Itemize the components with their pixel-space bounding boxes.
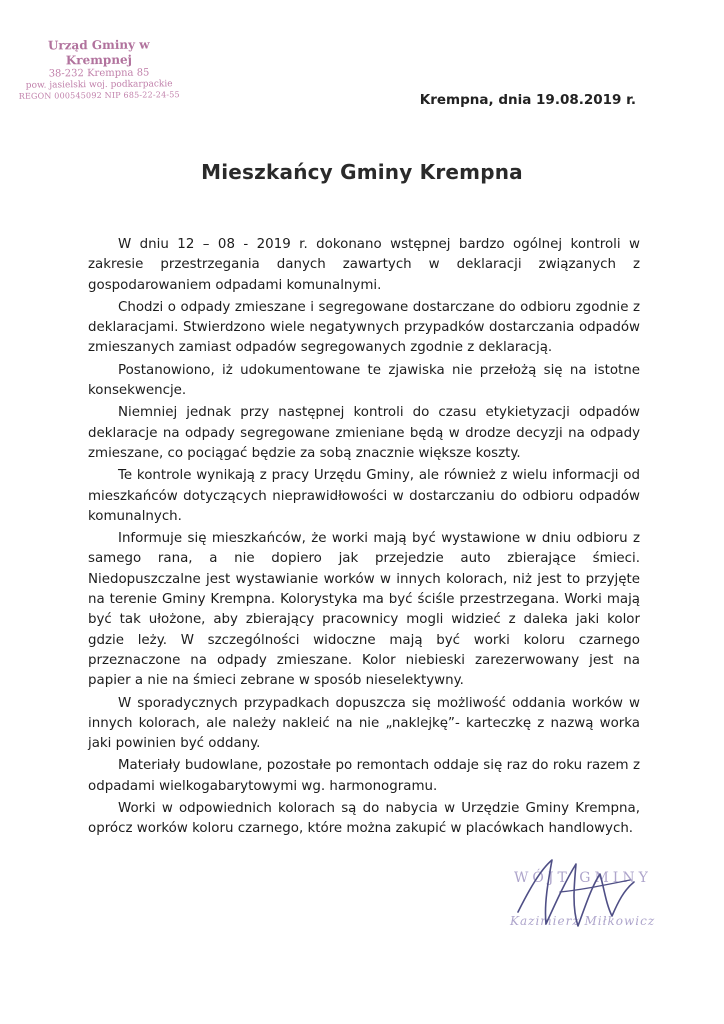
stamp-regon: REGON 000545092 NIP 685-22-24-55 <box>18 90 180 101</box>
paragraph: Chodzi o odpady zmieszane i segregowane dostarczane do odbioru zgodnie z deklaracjami. Stwierdzono wiele negatywnych przypadków dostarczania odpadów zmieszanych zamiast odpadów segregowanych zgodnie z deklaracją. <box>88 299 640 356</box>
document-date: Krempna, dnia 19.08.2019 r. <box>419 92 636 108</box>
paragraph: Materiały budowlane, pozostałe po remontach oddaje się raz do roku razem z odpadami wielkogabarytowymi wg. harmonogramu. <box>88 758 640 794</box>
paragraph: W sporadycznych przypadkach dopuszcza się możliwość oddania worków w innych kolorach, ale należy nakleić na nie „naklejkę”- karteczkę z nazwą worka jaki powinien być oddany. <box>88 695 640 752</box>
paragraph: W dniu 12 – 08 - 2019 r. dokonano wstępnej bardzo ogólnej kontroli w zakresie przestrzegania danych zawartych w deklaracji związanych z gospodarowaniem odpadami komunalnymi. <box>88 237 640 293</box>
paragraph: Postanowiono, iż udokumentowane te zjawiska nie przełożą się na istotne konsekwencje. <box>88 362 640 399</box>
document-title: Mieszkańcy Gminy Krempna <box>201 160 523 184</box>
office-stamp <box>14 37 185 102</box>
paragraph: Niemniej jednak przy następnej kontroli do czasu etykietyzacji odpadów deklaracje na odpady segregowane zmieniane będą w drodze decyzji na odpady zmieszane, co pociągać będzie za sobą znacznie większe koszty. <box>88 405 640 461</box>
signature-stamp-title: WÓJT GMINY <box>514 870 652 886</box>
handwritten-signature <box>500 852 670 942</box>
paragraph: Te kontrole wynikają z pracy Urzędu Gminy, ale również z wielu informacji od mieszkańców dotyczących nieprawidłowości w dostarczaniu do odbioru odpadów komunalnych. <box>88 468 640 524</box>
stamp-district: pow. jasielski woj. podkarpackie <box>25 79 173 91</box>
stamp-address: 38-232 Krempna 85 <box>48 67 150 80</box>
paragraph: Informuje się mieszkańców, że worki mają być wystawione w dniu odbioru z samego rana, a nie dopiero jak przejedzie auto zbierające śmieci. Niedopuszczalne jest wystawianie worków w innych kolorach, niż jest to przyjęte na terenie Gminy Krempna. Kolorystyka ma być ściśle przestrzegana. Worki mają być tak ułożone, aby zbierający pracownicy mogli widzieć z daleka jaki kolor gdzie leży. W szczególności widoczne mają być worki koloru czarnego przeznaczone na odpady zmieszane. Kolor niebieski zarezerwowany jest na papier a nie na śmieci zebrane w sposób nieselektywny. <box>88 531 640 689</box>
signature-block <box>500 852 670 942</box>
stamp-office-name: Urząd Gminy w Krempnej <box>47 37 150 68</box>
signature-stamp-name: Kazimierz Miłkowicz <box>510 914 656 928</box>
paragraph: Worki w odpowiednich kolorach są do nabycia w Urzędzie Gminy Krempna, oprócz worków koloru czarnego, które można zakupić w placówkach handlowych. <box>88 801 640 837</box>
letter-body <box>88 235 640 842</box>
